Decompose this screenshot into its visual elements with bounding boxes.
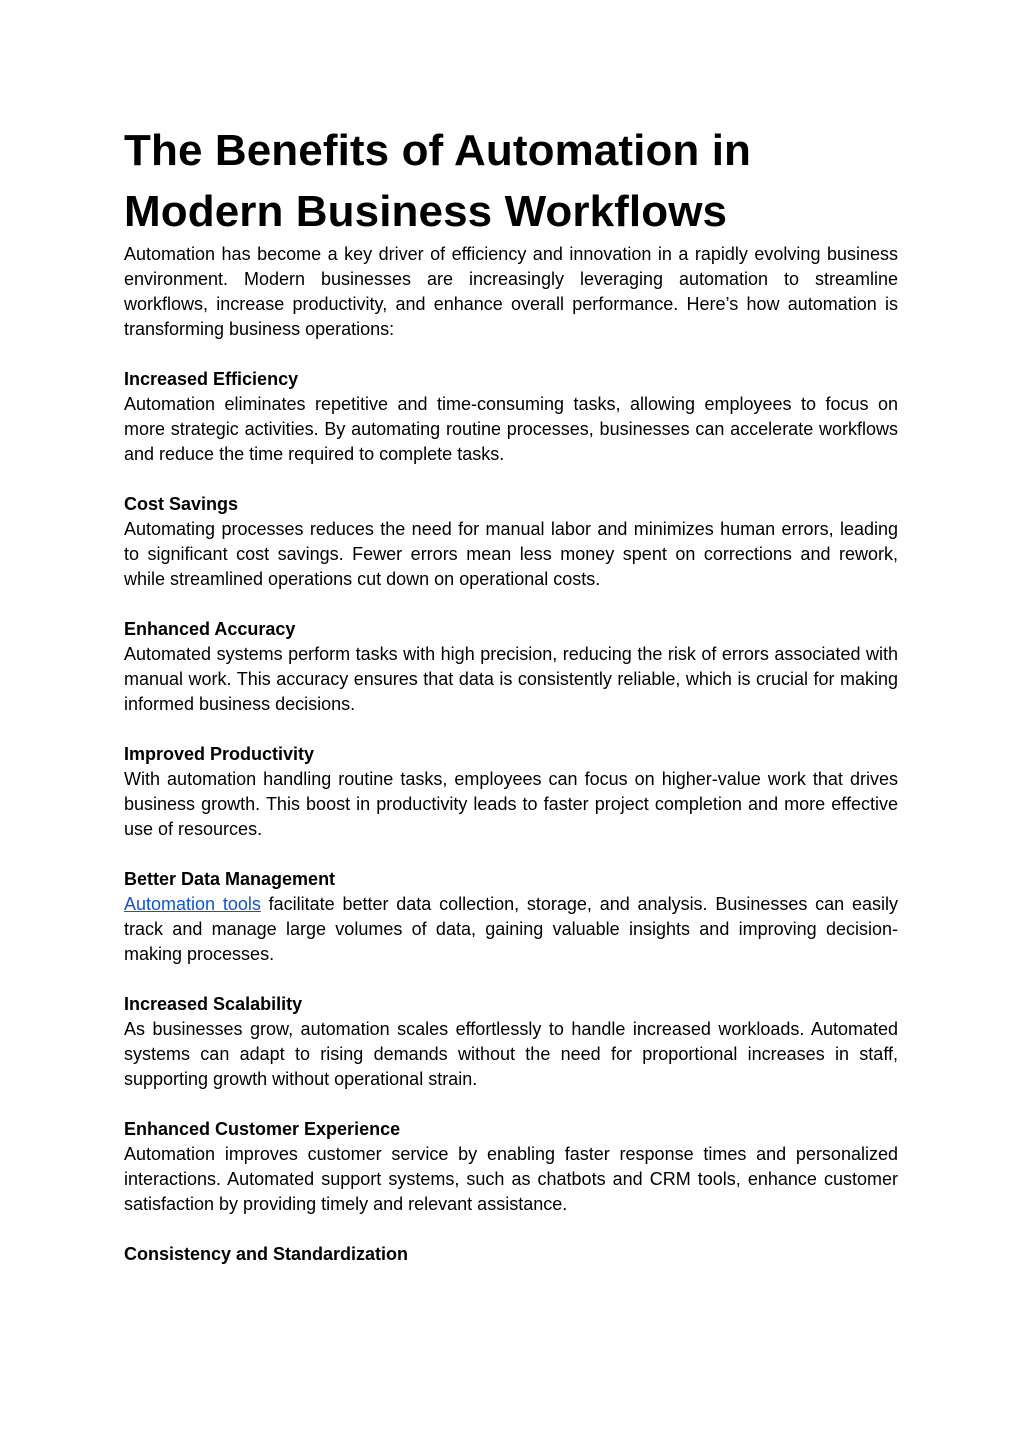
section-body: Automation improves customer service by enabling faster response times and personalized interactions. Automated support systems, such as chatbots and CRM tools, enhance customer satisfaction by providing timely and relevant assistance. bbox=[124, 1144, 898, 1214]
document-title bbox=[124, 120, 898, 242]
section-better-data-management bbox=[124, 867, 898, 967]
section-improved-productivity bbox=[124, 742, 898, 842]
section-body-text: facilitate better data collection, storage, and analysis. Businesses can easily track and manage large volumes of data, gaining valuable insights and improving decision-making processes. bbox=[124, 894, 898, 964]
section-body: With automation handling routine tasks, employees can focus on higher-value work that drives business growth. This boost in productivity leads to faster project completion and more effective use of resources. bbox=[124, 769, 898, 839]
section-increased-efficiency bbox=[124, 367, 898, 467]
section-body: Automating processes reduces the need for manual labor and minimizes human errors, leading to significant cost savings. Fewer errors mean less money spent on corrections and rework, while streamlined operations cut down on operational costs. bbox=[124, 519, 898, 589]
section-heading: Improved Productivity bbox=[124, 744, 315, 764]
document-page bbox=[124, 120, 898, 1267]
section-consistency-and-standardization bbox=[124, 1242, 898, 1267]
section-body bbox=[124, 892, 898, 967]
section-body: Automated systems perform tasks with high precision, reducing the risk of errors associated with manual work. This accuracy ensures that data is consistently reliable, which is crucial for making informed business decisions. bbox=[124, 644, 898, 714]
section-body: Automation eliminates repetitive and time-consuming tasks, allowing employees to focus on more strategic activities. By automating routine processes, businesses can accelerate workflows and reduce the time required to complete tasks. bbox=[124, 394, 898, 464]
section-heading: Enhanced Accuracy bbox=[124, 619, 296, 639]
intro-paragraph: Automation has become a key driver of efficiency and innovation in a rapidly evolving business environment. Modern businesses are increasingly leveraging automation to streamline workflows, increase productivity, and enhance overall performance. Here’s how automation is transforming business operations: bbox=[124, 244, 898, 339]
automation-tools-link[interactable]: Automation tools bbox=[124, 894, 261, 914]
section-heading: Consistency and Standardization bbox=[124, 1244, 409, 1264]
section-heading: Better Data Management bbox=[124, 869, 336, 889]
title-line-2: Modern Business Workflows bbox=[124, 187, 728, 236]
section-heading: Increased Efficiency bbox=[124, 369, 299, 389]
section-heading: Enhanced Customer Experience bbox=[124, 1119, 401, 1139]
section-enhanced-accuracy bbox=[124, 617, 898, 717]
section-cost-savings bbox=[124, 492, 898, 592]
title-line-1: The Benefits of Automation in bbox=[124, 126, 752, 175]
section-body: As businesses grow, automation scales effortlessly to handle increased workloads. Automated systems can adapt to rising demands without the need for proportional increases in staff, supporting growth without operational strain. bbox=[124, 1019, 898, 1089]
section-enhanced-customer-experience bbox=[124, 1117, 898, 1217]
section-heading: Cost Savings bbox=[124, 494, 239, 514]
section-increased-scalability bbox=[124, 992, 898, 1092]
section-heading: Increased Scalability bbox=[124, 994, 303, 1014]
